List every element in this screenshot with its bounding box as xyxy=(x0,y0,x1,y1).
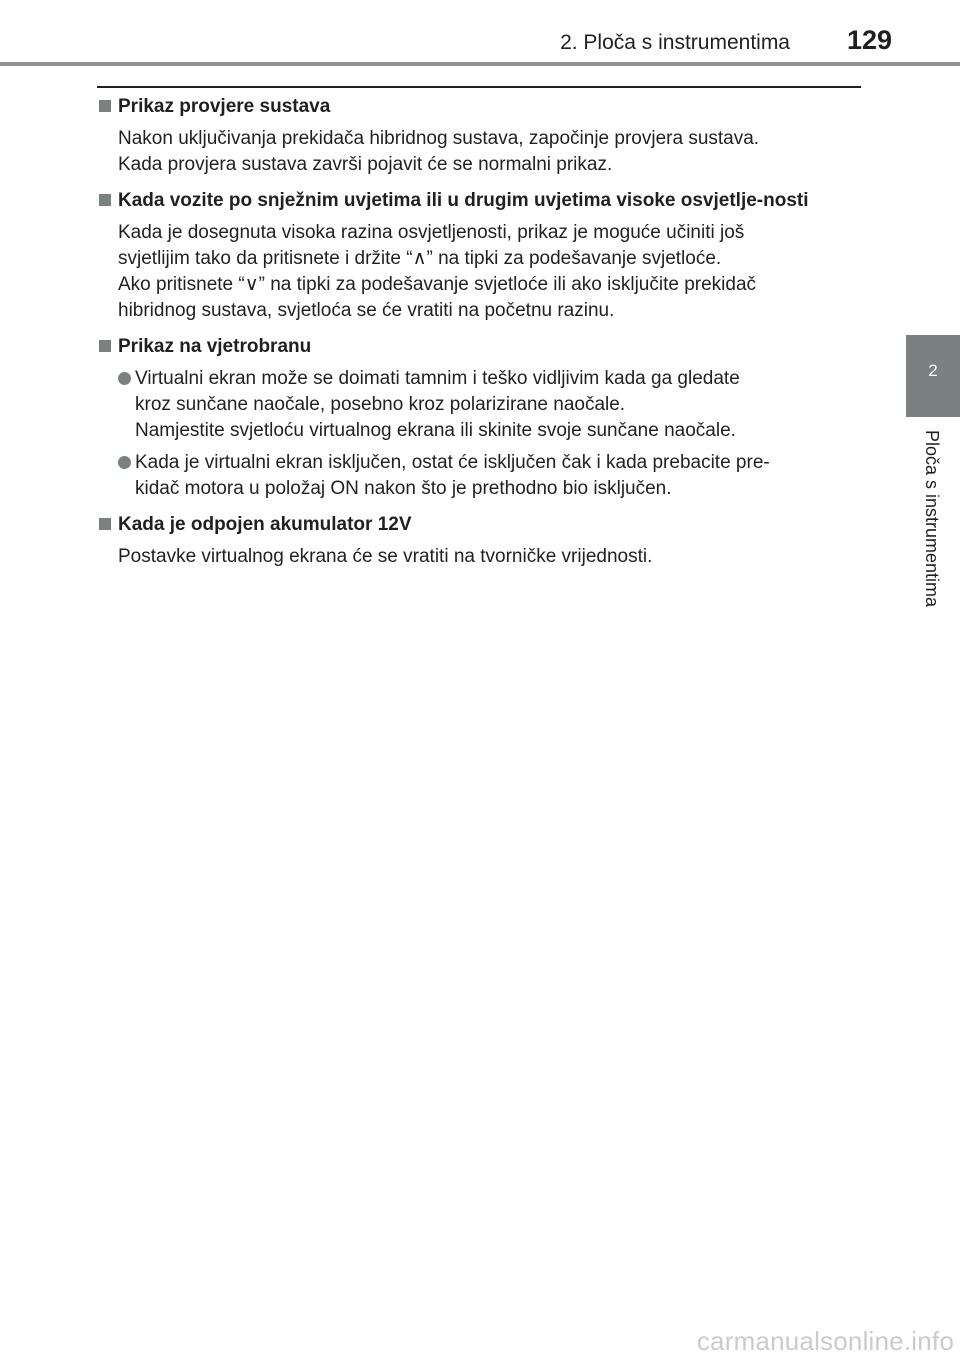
paragraph-line: Postavke virtualnog ekrana će se vratiti na tvorničke vrijednosti. xyxy=(118,546,653,567)
bullet-line: Namjestite svjetloću virtualnog ekrana ili skinite svoje sunčane naočale. xyxy=(135,420,736,441)
section-paragraph xyxy=(97,126,861,178)
section-battery-disconnected xyxy=(97,512,861,570)
paragraph-line: Nakon uključivanja prekidača hibridnog sustava, započinje provjera sustava. xyxy=(118,128,760,149)
section-heading xyxy=(97,334,861,360)
bullet-item xyxy=(97,366,861,444)
section-heading xyxy=(97,512,861,538)
chapter-tab-number: 2 xyxy=(928,361,938,380)
section-heading-text: Prikaz na vjetrobranu xyxy=(118,336,312,357)
bullet-item xyxy=(97,450,861,502)
content-top-divider xyxy=(97,86,861,88)
section-heading-text: Kada vozite po snježnim uvjetima ili u drugim uvjetima visoke osvjetlje-nosti xyxy=(118,190,809,211)
section-paragraph xyxy=(97,544,861,570)
square-bullet-icon xyxy=(99,340,111,352)
paragraph-line: svjetlijim tako da pritisnete i držite “∧” na tipki za podešavanje svjetloće. xyxy=(118,248,722,269)
square-bullet-icon xyxy=(99,518,111,530)
header-divider xyxy=(0,62,960,66)
section-heading xyxy=(97,94,861,120)
page-content xyxy=(97,94,861,580)
square-bullet-icon xyxy=(99,194,111,206)
section-heading xyxy=(97,188,861,214)
paragraph-line: Ako pritisnete “∨” na tipki za podešavanje svjetloće ili ako isključite prekidač xyxy=(118,274,757,295)
square-bullet-icon xyxy=(99,100,111,112)
section-heading-text: Prikaz provjere sustava xyxy=(118,96,331,117)
round-bullet-icon xyxy=(118,456,131,469)
chapter-title: 2. Ploča s instrumentima xyxy=(560,31,790,54)
paragraph-line: Kada je dosegnuta visoka razina osvjetljenosti, prikaz je moguće učiniti još xyxy=(118,222,745,243)
paragraph-line: hibridnog sustava, svjetloća se će vratiti na početnu razinu. xyxy=(118,300,615,321)
bullet-line: kroz sunčane naočale, posebno kroz polarizirane naočale. xyxy=(135,394,626,415)
section-system-check xyxy=(97,94,861,178)
chapter-tab[interactable] xyxy=(906,335,960,417)
bullet-line: kidač motora u položaj ON nakon što je prethodno bio isključen. xyxy=(135,478,672,499)
paragraph-line: Kada provjera sustava završi pojavit će se normalni prikaz. xyxy=(118,154,613,175)
page-number: 129 xyxy=(846,25,892,55)
bullet-line: Kada je virtualni ekran isključen, ostat će isključen čak i kada prebacite pre- xyxy=(135,452,770,473)
section-paragraph xyxy=(97,220,861,324)
site-watermark: carmanualsonline.info xyxy=(696,1326,954,1356)
section-windshield-display xyxy=(97,334,861,502)
section-heading-text: Kada je odpojen akumulator 12V xyxy=(118,514,412,535)
bullet-line: Virtualni ekran može se doimati tamnim i teško vidljivim kada ga gledate xyxy=(135,368,740,389)
page-header xyxy=(0,0,960,66)
section-snow-brightness xyxy=(97,188,861,324)
round-bullet-icon xyxy=(118,372,131,385)
chapter-tab-label: Ploča s instrumentima xyxy=(922,430,942,608)
